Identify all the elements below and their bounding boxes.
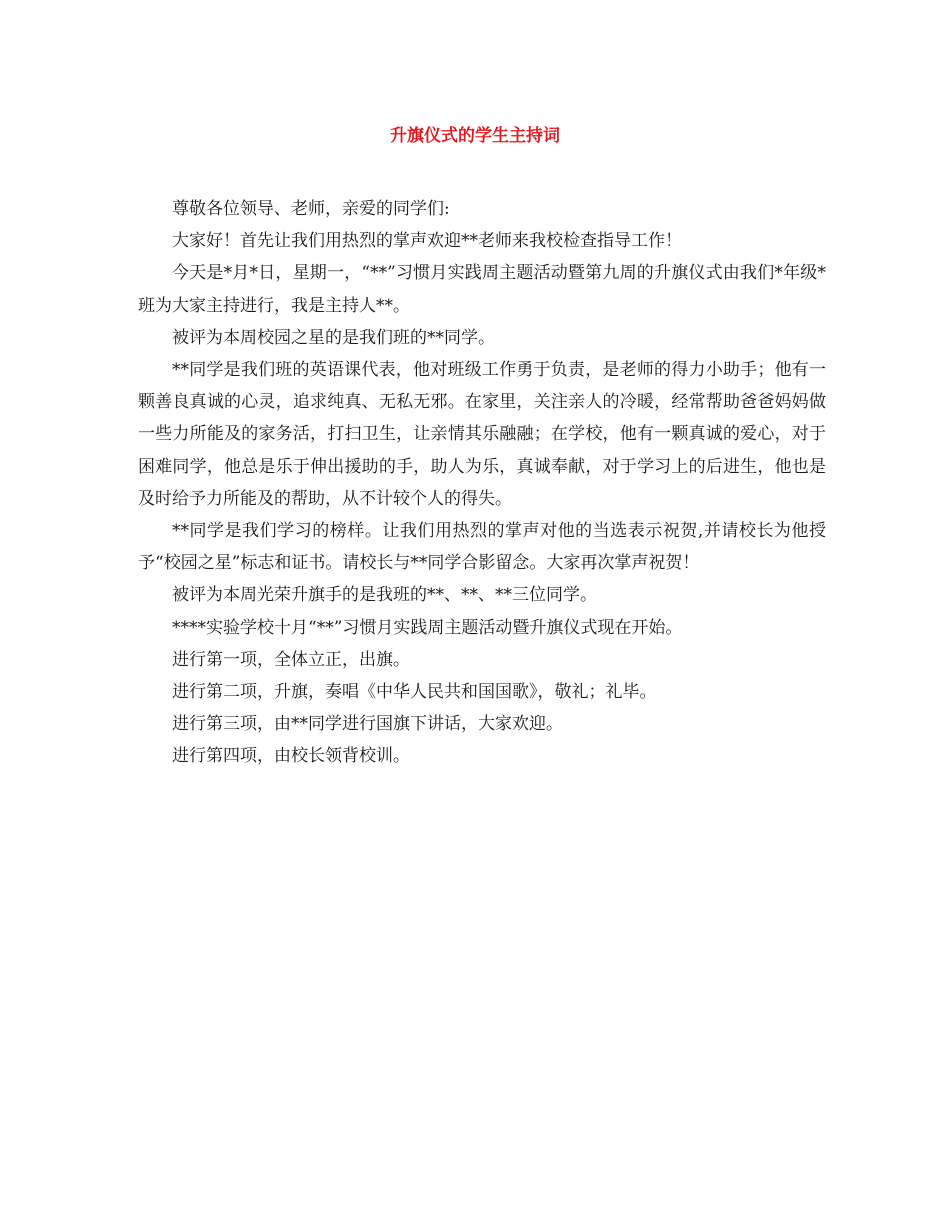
- paragraph-star-description: **同学是我们班的英语课代表，他对班级工作勇于负责，是老师的得力小助手；他有一颗善良真诚的心灵，追求纯真、无私无邪。在家里，关注亲人的冷暖，经常帮助爸爸妈妈做一些力所能及的家务活，打扫卫生，让亲情其乐融融；在学校，他有一颗真诚的爱心，对于困难同学，他总是乐于伸出援助的手，助人为乐，真诚奉献，对于学习上的后进生，他也是及时给予力所能及的帮助，从不计较个人的得失。: [138, 360, 826, 509]
- paragraph-greeting: 尊敬各位领导、老师，亲爱的同学们:: [172, 199, 450, 219]
- document-body: [138, 193, 826, 773]
- paragraph-step-1: 进行第一项，全体立正，出旗。: [172, 649, 410, 670]
- paragraph-step-4: 进行第四项，由校长领背校训。: [172, 746, 410, 767]
- paragraph-campus-star: 被评为本周校园之星的是我们班的**同学。: [172, 327, 495, 348]
- paragraph-flag-raisers: 被评为本周光荣升旗手的是我班的**、**、**三位同学。: [172, 585, 597, 606]
- paragraph-ceremony-start: ****实验学校十月“**”习惯月实践周主题活动暨升旗仪式现在开始。: [172, 617, 683, 638]
- paragraph-step-3: 进行第三项，由**同学进行国旗下讲话，大家欢迎。: [172, 714, 563, 735]
- paragraph-award: **同学是我们学习的榜样。让我们用热烈的掌声对他的当选表示祝贺,并请校长为他授予“校园之星”标志和证书。请校长与**同学合影留念。大家再次掌声祝贺！: [138, 521, 826, 574]
- paragraph-date-intro: 今天是*月*日，星期一，“**”习惯月实践周主题活动暨第九周的升旗仪式由我们*年级*班为大家主持进行，我是主持人**。: [138, 263, 826, 316]
- paragraph-welcome: 大家好！首先让我们用热烈的掌声欢迎**老师来我校检查指导工作！: [172, 231, 682, 252]
- paragraph-step-2: 进行第二项，升旗，奏唱《中华人民共和国国歌》，敬礼；礼毕。: [172, 682, 657, 703]
- document-title: 升旗仪式的学生主持词: [390, 126, 560, 146]
